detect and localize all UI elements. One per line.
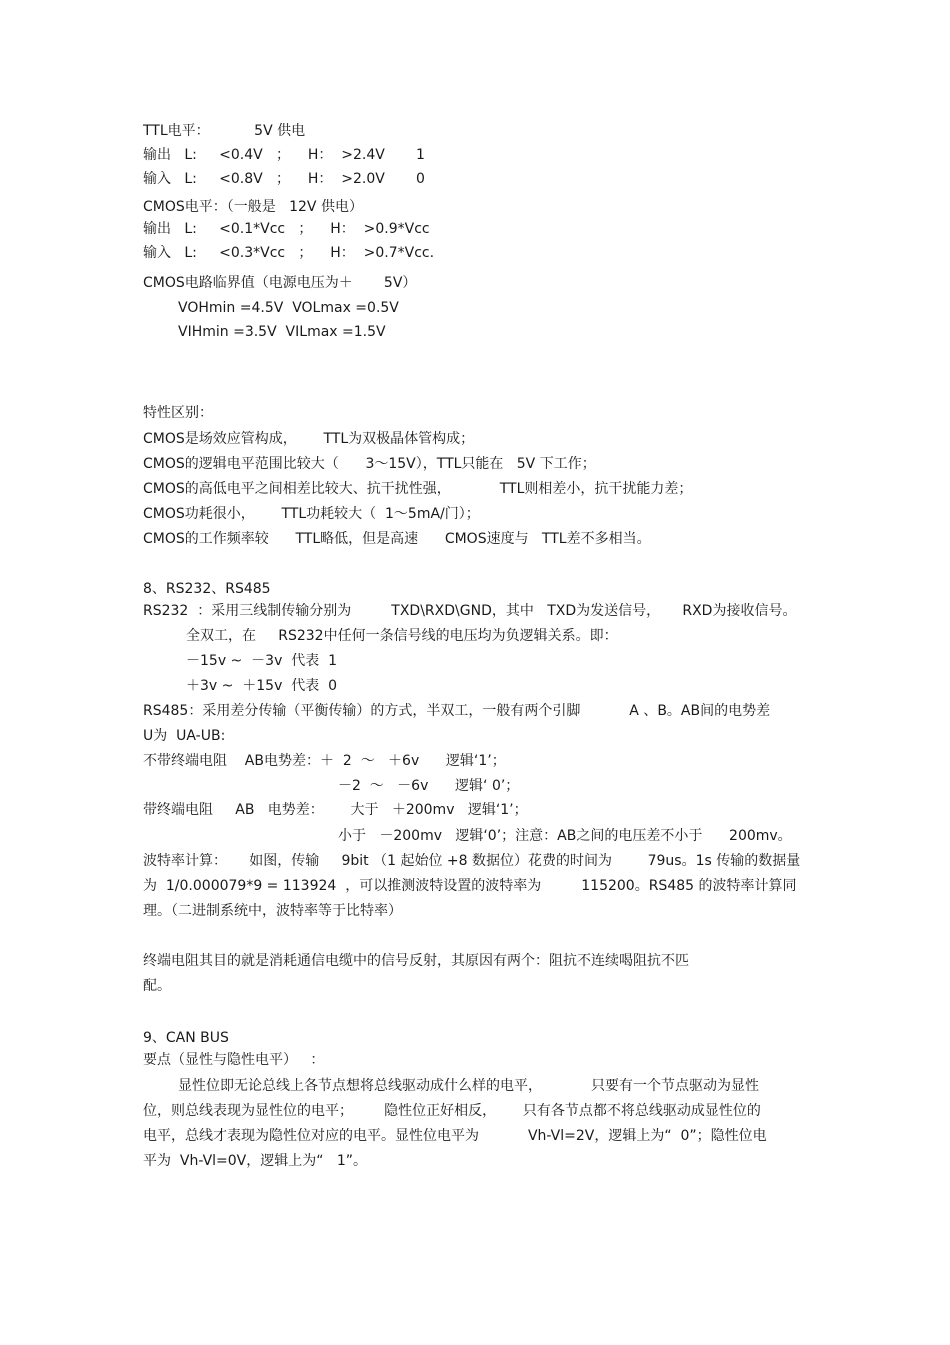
- ttl-title: TTL电平： 5V 供电: [143, 123, 306, 139]
- rs485-no-terminal-2: －2 ～ －6v 逻辑‘ 0’；: [338, 778, 520, 794]
- cmos-output: 输出 L: <0.1*Vcc ； H： >0.9*Vcc: [143, 221, 430, 237]
- can-paragraph-3: 电平，总线才表现为隐性位对应的电平。显性位电平为 Vh-Vl=2V，逻辑上为“ 0”；隐性位电: [143, 1128, 767, 1144]
- can-paragraph-1: 显性位即无论总线上各节点想将总线驱动成什么样的电平， 只要有一个节点驱动为显性: [178, 1078, 759, 1094]
- feature-line: CMOS的逻辑电平范围比较大（ 3～15V），TTL只能在 5V 下工作；: [143, 456, 596, 472]
- can-key: 要点（显性与隐性电平） ：: [143, 1052, 325, 1068]
- baud-line-3: 理。（二进制系统中，波特率等于比特率）: [143, 903, 402, 919]
- cmos-threshold-title: CMOS电路临界值（电源电压为＋ 5V）: [143, 275, 417, 291]
- can-paragraph-4: 平为 Vh-Vl=0V，逻辑上为“ 1”。: [143, 1153, 368, 1169]
- ttl-input: 输入 L: <0.8V ； H： >2.0V 0: [143, 171, 425, 187]
- rs485-ua: U为 UA-UB:: [143, 728, 226, 744]
- cmos-input: 输入 L: <0.3*Vcc ； H： >0.7*Vcc.: [143, 245, 435, 261]
- feature-line: CMOS的工作频率较 TTL略低，但是高速 CMOS速度与 TTL差不多相当。: [143, 531, 651, 547]
- rs232-full-duplex: 全双工，在 RS232中任何一条信号线的电压均为负逻辑关系。即：: [186, 628, 618, 644]
- baud-line-1: 波特率计算： 如图，传输 9bit （1 起始位 +8 数据位）花费的时间为 79us。1s 传输的数据量: [143, 853, 801, 869]
- rs485-line: RS485：采用差分传输（平衡传输）的方式，半双工，一般有两个引脚 A 、B。AB间的电势差: [143, 703, 771, 719]
- baud-line-2: 为 1/0.000079*9 = 113924 ，可以推测波特设置的波特率为 115200。RS485 的波特率计算同: [143, 878, 797, 894]
- terminal-line-2: 配。: [143, 978, 171, 994]
- can-paragraph-2: 位，则总线表现为显性位的电平； 隐性位正好相反， 只有各节点都不将总线驱动成显性位的: [143, 1103, 761, 1119]
- can-title: 9、CAN BUS: [143, 1030, 229, 1046]
- rs485-terminal: 带终端电阻 AB 电势差： 大于 ＋200mv 逻辑‘1’；: [143, 802, 528, 818]
- terminal-line-1: 终端电阻其目的就是消耗通信电缆中的信号反射，其原因有两个：阻抗不连续喝阻抗不匹: [143, 953, 689, 969]
- rs-section-title: 8、RS232、RS485: [143, 581, 271, 597]
- rs232-positive-logic: ＋3v ~ ＋15v 代表 0: [186, 678, 338, 694]
- rs485-no-terminal: 不带终端电阻 AB电势差：＋ 2 ～ ＋6v 逻辑‘1’；: [143, 753, 506, 769]
- cmos-voh: VOHmin =4.5V VOLmax =0.5V: [178, 300, 399, 316]
- feature-line: CMOS是场效应管构成， TTL为双极晶体管构成；: [143, 431, 475, 447]
- rs485-terminal-2: 小于 －200mv 逻辑‘0’；注意：AB之间的电压差不小于 200mv。: [338, 828, 792, 844]
- rs232-line: RS232 ：采用三线制传输分别为 TXD\RXD\GND，其中 TXD为发送信号， RXD为接收信号。: [143, 603, 797, 619]
- rs232-negative-logic: －15v ~ －3v 代表 1: [186, 653, 338, 669]
- ttl-output: 输出 L: <0.4V ； H： >2.4V 1: [143, 147, 425, 163]
- cmos-vih: VIHmin =3.5V VILmax =1.5V: [178, 324, 386, 340]
- feature-line: CMOS的高低电平之间相差比较大、抗干扰性强， TTL则相差小，抗干扰能力差；: [143, 481, 693, 497]
- cmos-title: CMOS电平：（一般是 12V 供电）: [143, 199, 363, 215]
- features-title: 特性区别：: [143, 405, 213, 421]
- feature-line: CMOS功耗很小， TTL功耗较大（ 1～5mA/门）；: [143, 506, 480, 522]
